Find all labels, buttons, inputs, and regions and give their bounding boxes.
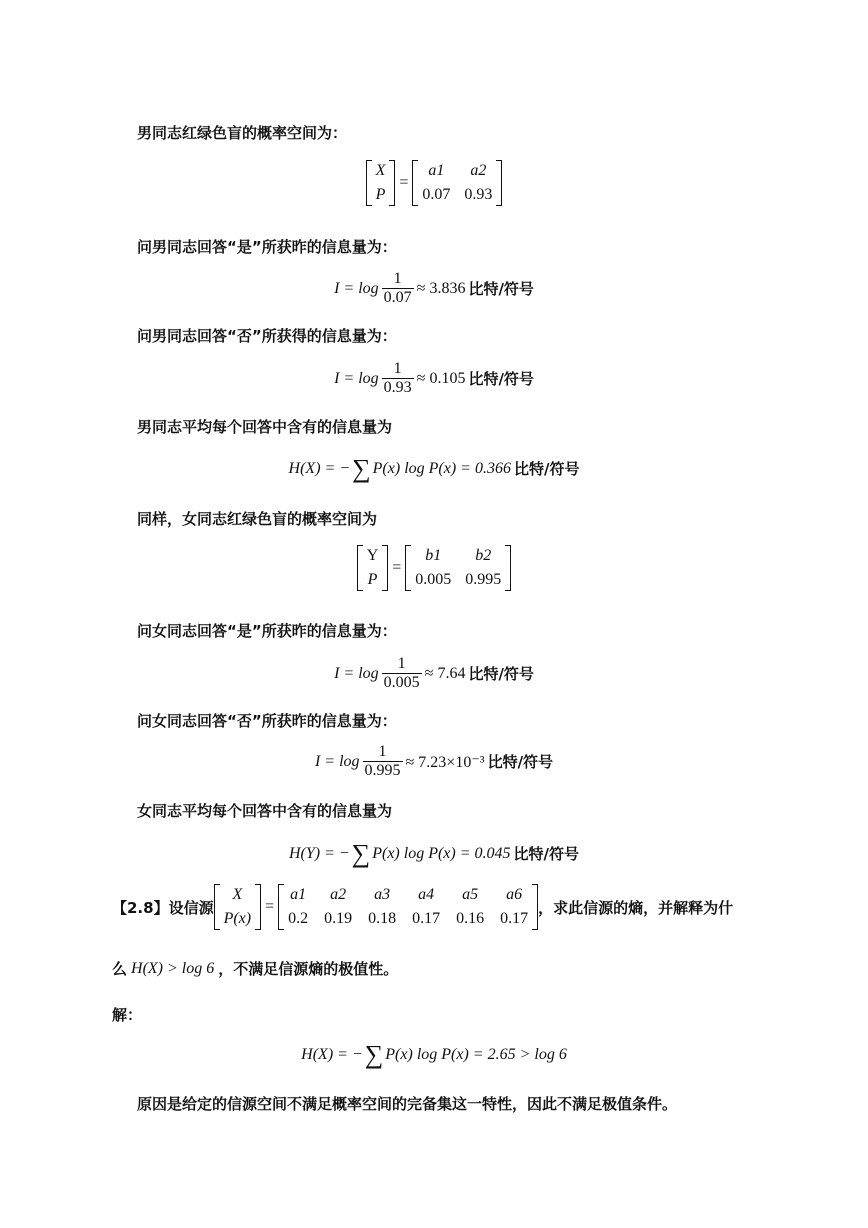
equation-male-no: I = log $\frac{1}{0.93}$ ≈ 0.105 比特/符号 [334,360,534,396]
matrix-male-space: X P = a1 a2 0.07 0.93 [0,160,868,210]
matrix-cell: b2 [475,547,492,564]
solution-label: 解： [112,1006,143,1024]
matrix-cell: 0.19 [324,910,353,927]
matrix-cell: a2 [330,886,347,903]
equation-male-yes: I = log $\frac{1}{0.07}$ ≈ 3.836 比特/符号 [334,270,534,306]
para-male-yes-info: 问男同志回答“是”所获昨的信息量为： [137,238,397,256]
problem-question-continued: 么 H(X) > log 6 ，不满足信源熵的极值性。 [112,959,399,978]
matrix-cell: 0.93 [464,186,493,203]
matrix-cell: a6 [506,886,523,903]
para-female-average: 女同志平均每个回答中含有的信息量为 [137,802,393,820]
matrix-cell: a4 [418,886,435,903]
matrix-lhs-bottom: P [375,186,386,203]
matrix-lhs-top: X [232,886,243,903]
para-male-average: 男同志平均每个回答中含有的信息量为 [137,418,393,436]
matrix-lhs-bottom: P [367,571,378,588]
para-male-probability-space: 男同志红绿色盲的概率空间为： [137,124,348,142]
para-explanation: 原因是给定的信源空间不满足概率空间的完备集这一特性，因此不满足极值条件。 [137,1095,678,1113]
matrix-lhs-top: X [375,162,386,179]
matrix-cell: 0.17 [500,910,529,927]
equation-female-yes: I = log $\frac{1}{0.005}$ ≈ 7.64 比特/符号 [334,655,534,691]
matrix-lhs-bottom: P(x) [223,910,252,927]
matrix-cell: a5 [462,886,479,903]
matrix-cell: a1 [428,162,445,179]
matrix-cell: a3 [374,886,391,903]
para-male-no-info: 问男同志回答“否”所获得的信息量为： [137,327,397,345]
matrix-cell: a2 [470,162,487,179]
problem-2-8: 【2.8】设信源 X P(x) = a1 a2 a3 a4 a5 a6 0.2 0.19 0.18 0.17 0.16 0.17 ，求此信源的熵，并解释为什 [112,884,733,930]
matrix-lhs-top: Y [366,547,379,564]
matrix-cell: 0.07 [422,186,451,203]
equation-female-no: I = log $\frac{1}{0.995}$ ≈ 7.23×10⁻³ 比特/符号 [314,743,554,779]
matrix-cell: b1 [425,547,442,564]
matrix-cell: 0.005 [415,571,452,588]
equation-female-entropy: H(Y) = − ∑ P(x) log P(x) = 0.045 比特/符号 [288,838,580,868]
problem-label: 【2.8】设信源 [112,898,214,917]
para-female-probability-space: 同样，女同志红绿色盲的概率空间为 [137,510,378,528]
matrix-cell: 0.2 [288,910,309,927]
matrix-cell: 0.18 [368,910,397,927]
para-female-no-info: 问女同志回答“否”所获昨的信息量为： [137,712,397,730]
equation-source-entropy: H(X) = − ∑ P(x) log P(x) = 2.65 > log 6 [301,1040,567,1069]
matrix-cell: 0.995 [465,571,502,588]
para-female-yes-info: 问女同志回答“是”所获昨的信息量为： [137,622,397,640]
inline-inequality: H(X) > log 6 [131,959,215,977]
equation-male-entropy: H(X) = − ∑ P(x) log P(x) = 0.366 比特/符号 [288,453,580,483]
matrix-cell: a1 [290,886,307,903]
matrix-cell: 0.17 [412,910,441,927]
problem-question: ，求此信源的熵，并解释为什 [538,898,734,917]
matrix-female-space: Y P = b1 b2 0.005 0.995 [0,545,868,595]
matrix-cell: 0.16 [456,910,485,927]
